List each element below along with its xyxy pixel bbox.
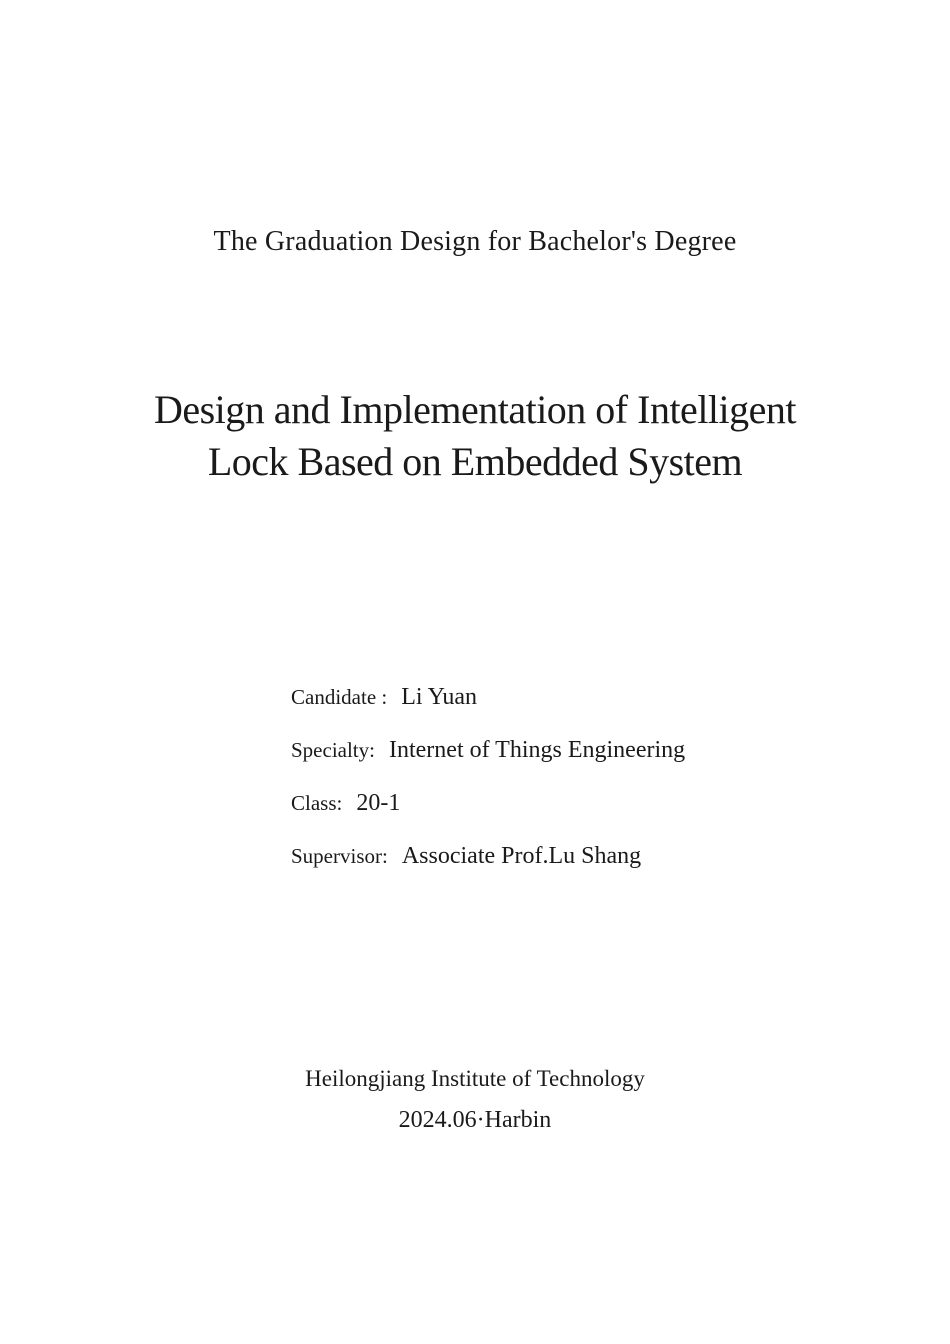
candidate-info-block: [291, 684, 685, 896]
specialty-value: Internet of Things Engineering: [388, 737, 686, 763]
date-and-place: 2024.06·Harbin: [398, 1107, 552, 1133]
candidate-label: Candidate :: [291, 685, 388, 709]
thesis-title-line-2: Lock Based on Embedded System: [207, 439, 743, 484]
supervisor-value: Associate Prof.Lu Shang: [401, 843, 642, 869]
candidate-row: [291, 684, 685, 737]
institution-name: Heilongjiang Institute of Technology: [305, 1066, 645, 1091]
specialty-label: Specialty:: [291, 738, 375, 762]
class-label: Class:: [291, 791, 343, 815]
supervisor-row: [291, 843, 685, 896]
candidate-value: Li Yuan: [401, 684, 477, 710]
supervisor-label: Supervisor:: [291, 844, 388, 868]
thesis-title-line-1: Design and Implementation of Intelligent: [153, 387, 797, 432]
specialty-row: [291, 737, 685, 790]
class-value: 20-1: [356, 790, 401, 816]
degree-heading: The Graduation Design for Bachelor's Degree: [213, 226, 737, 257]
thesis-title: [0, 384, 950, 488]
class-row: [291, 790, 685, 843]
footer-block: [0, 1064, 950, 1135]
